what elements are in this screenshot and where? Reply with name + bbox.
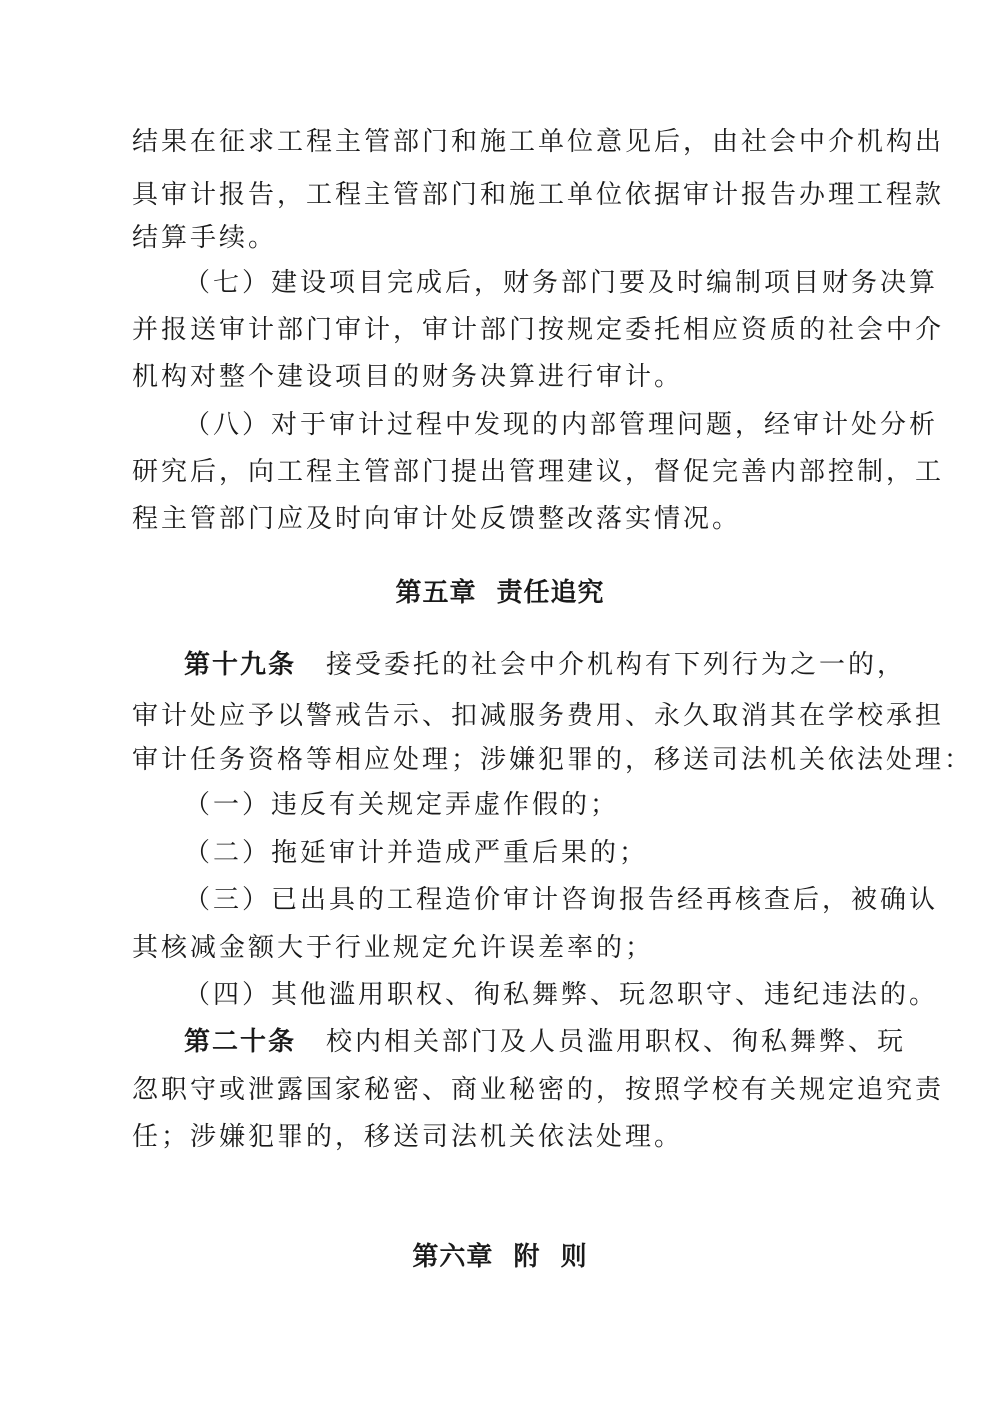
paragraph-line: 研究后，向工程主管部门提出管理建议，督促完善内部控制，工 bbox=[132, 457, 945, 487]
paragraph-line: （七）建设项目完成后，财务部门要及时编制项目财务决算 bbox=[184, 268, 939, 298]
paragraph-line: 程主管部门应及时向审计处反馈整改落实情况。 bbox=[132, 504, 742, 534]
paragraph-line: 审计处应予以警戒告示、扣减服务费用、永久取消其在学校承担 bbox=[132, 701, 945, 731]
article-19-line bbox=[184, 645, 907, 685]
article-20-line bbox=[184, 1022, 907, 1062]
article-19-item: 其核减金额大于行业规定允许误差率的； bbox=[132, 933, 655, 963]
paragraph-line: 并报送审计部门审计，审计部门按规定委托相应资质的社会中介 bbox=[132, 315, 945, 345]
article-19-item: （一）违反有关规定弄虚作假的； bbox=[184, 790, 620, 820]
article-19-text: 接受委托的社会中介机构有下列行为之一的， bbox=[326, 650, 907, 680]
article-20-number: 第二十条 bbox=[184, 1027, 297, 1057]
paragraph-line: 结算手续。 bbox=[132, 223, 278, 253]
paragraph-line: 审计任务资格等相应处理；涉嫌犯罪的，移送司法机关依法处理： bbox=[132, 745, 974, 775]
article-19-item: （三）已出具的工程造价审计咨询报告经再核查后，被确认 bbox=[184, 885, 939, 915]
paragraph-line: 任；涉嫌犯罪的，移送司法机关依法处理。 bbox=[132, 1122, 684, 1152]
paragraph-line: 具审计报告，工程主管部门和施工单位依据审计报告办理工程款 bbox=[132, 180, 945, 210]
paragraph-line: 机构对整个建设项目的财务决算进行审计。 bbox=[132, 362, 684, 392]
article-19-item: （二）拖延审计并造成严重后果的； bbox=[184, 838, 649, 868]
article-19-item: （四）其他滥用职权、徇私舞弊、玩忽职守、违纪违法的。 bbox=[184, 980, 939, 1010]
paragraph-line: （八）对于审计过程中发现的内部管理问题，经审计处分析 bbox=[184, 410, 939, 440]
article-20-text: 校内相关部门及人员滥用职权、徇私舞弊、玩 bbox=[326, 1027, 907, 1057]
chapter-six-title: 第六章 附 则 bbox=[412, 1242, 588, 1272]
chapter-five-title: 第五章 责任追究 bbox=[395, 578, 605, 608]
paragraph-line: 结果在征求工程主管部门和施工单位意见后，由社会中介机构出 bbox=[132, 127, 945, 157]
paragraph-line: 忽职守或泄露国家秘密、商业秘密的，按照学校有关规定追究责 bbox=[132, 1075, 945, 1105]
article-19-number: 第十九条 bbox=[184, 650, 297, 680]
